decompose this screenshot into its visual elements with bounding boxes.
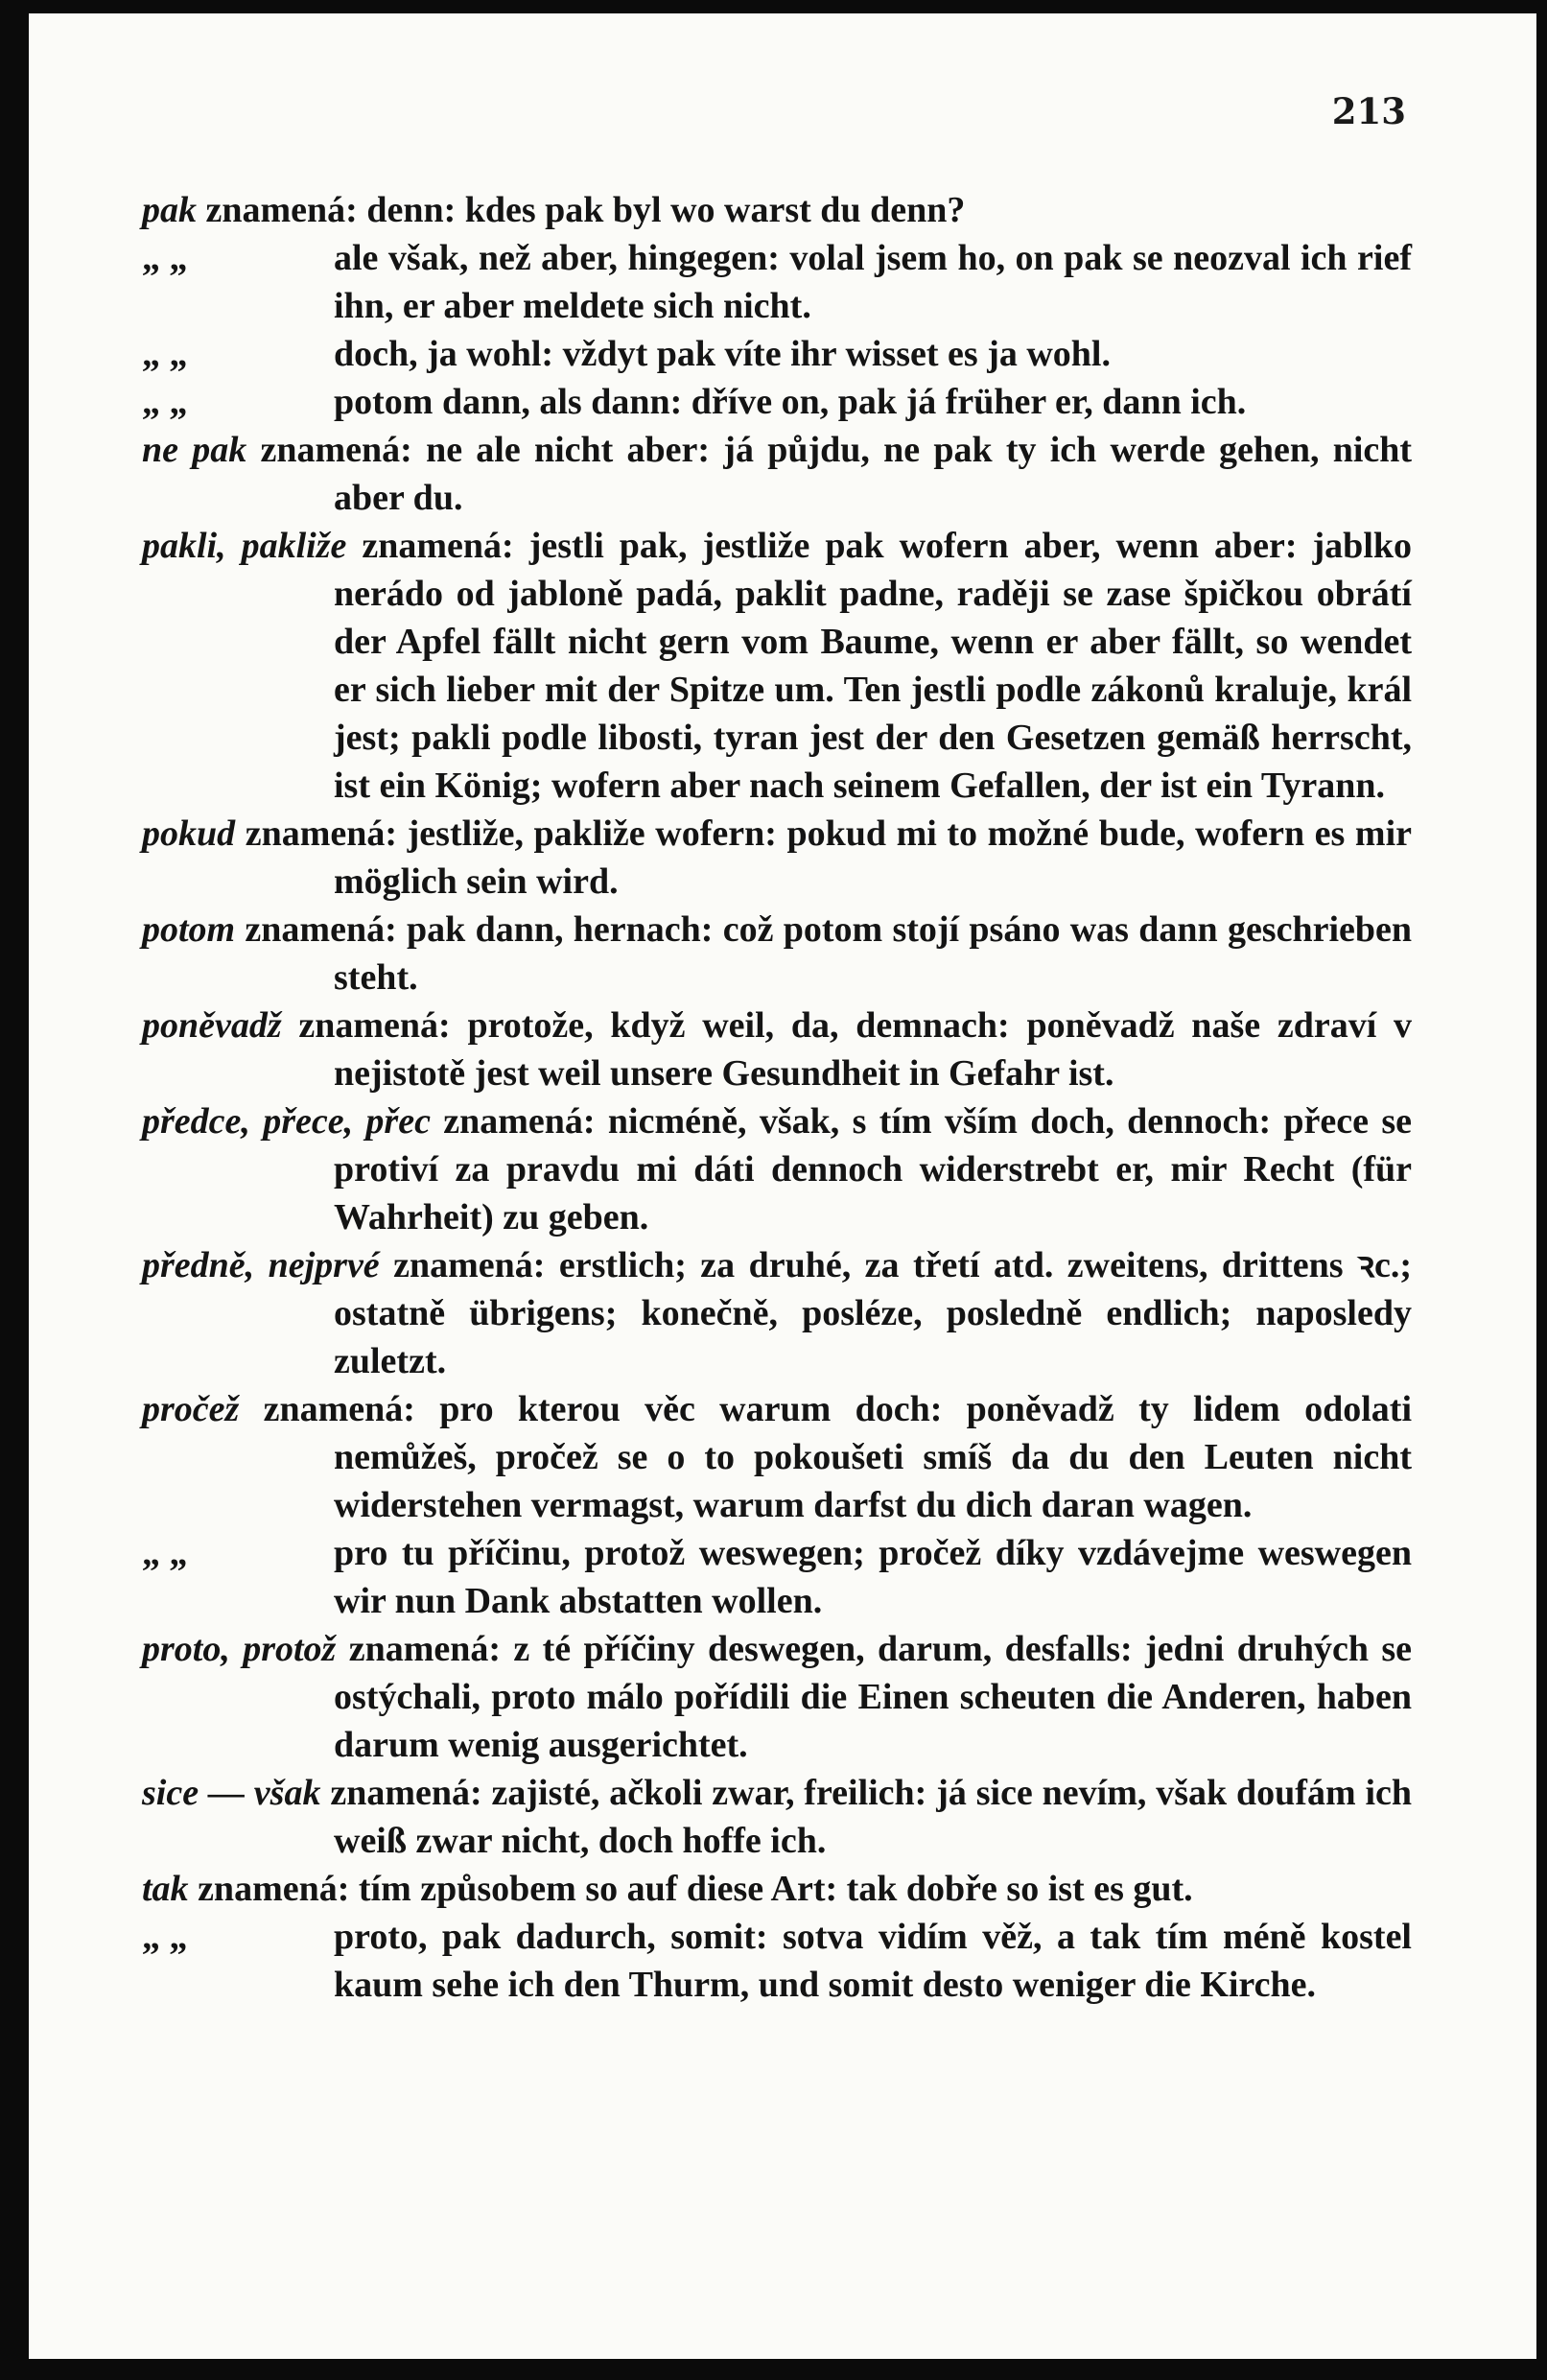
entry-text: ale však, než aber, hingegen: volal jsem ho, on pak se neozval ich rief ihn, er aber meldete sich nicht.	[334, 238, 1412, 326]
headword: pročež	[142, 1389, 240, 1429]
entry-ponevadz	[142, 1001, 1412, 1097]
entry-text: denn: kdes pak byl wo warst du denn?	[366, 190, 966, 230]
headword: pakli, pakliže	[142, 526, 347, 566]
entry-label: znamená:	[348, 1629, 502, 1669]
entry-text: pak dann, hernach: což potom stojí psáno was dann geschrieben steht.	[334, 909, 1413, 998]
headword: pokud	[142, 813, 236, 854]
ditto-mark: „ „	[142, 334, 188, 374]
entry-text: erstlich; za druhé, za třetí atd. zweitens, drittens ꝛc.; ostatně übrigens; konečně, posléze, posledně endlich; naposledy zuletzt.	[334, 1245, 1413, 1381]
entry-label: znamená:	[245, 813, 398, 854]
entry-label: znamená:	[330, 1773, 482, 1813]
entry-text: pro kterou věc warum doch: poněvadž ty lidem odolati nemůžeš, pročež se o to pokoušeti smíš da du den Leuten nicht widerstehen vermagst, warum darfst du dich daran wagen.	[334, 1389, 1413, 1525]
entry-label: znamená:	[298, 1005, 451, 1046]
headword: potom	[142, 909, 236, 950]
entry-pak-potom	[142, 378, 1412, 426]
entry-predce	[142, 1097, 1412, 1241]
entry-text: proto, pak dadurch, somit: sotva vidím věž, a tak tím méně kostel kaum sehe ich den Thurm, und somit desto weniger die Kirche.	[334, 1917, 1412, 2005]
entry-pakli	[142, 522, 1412, 810]
entry-procez	[142, 1385, 1412, 1529]
ditto-mark: „ „	[142, 1533, 188, 1573]
ditto-mark: „ „	[142, 238, 188, 278]
entry-text: tím způsobem so auf diese Art: tak dobře so ist es gut.	[358, 1869, 1193, 1909]
entry-text: jestliže, pakliže wofern: pokud mi to možné bude, wofern es mir möglich sein wird.	[334, 813, 1412, 902]
entry-text: jestli pak, jestliže pak wofern aber, wenn aber: jablko nerádo od jabloně padá, paklit padne, raději se zase špičkou obrátí der Apfel fällt nicht gern vom Baume, wenn er aber fällt, so wendet er sich lieber mit der Spitze um. Ten jestli podle zákonů kraluje, král jest; pakli podle libosti, tyran jest der den Gesetzen gemäß herrscht, ist ein König; wofern aber nach seinem Gefallen, der ist ein Tyrann.	[334, 526, 1413, 806]
ditto-mark: „ „	[142, 382, 188, 422]
entry-potom	[142, 906, 1412, 1001]
entry-label: znamená:	[260, 430, 412, 470]
entry-label: znamená:	[198, 1869, 350, 1909]
entry-text: nicméně, však, s tím vším doch, dennoch: přece se protiví za pravdu mi dáti dennoch widerstrebt er, mir Recht (für Wahrheit) zu geben.	[334, 1101, 1412, 1237]
entry-text: pro tu příčinu, protož weswegen; pročež díky vzdávejme weswegen wir nun Dank abstatten wollen.	[334, 1533, 1412, 1621]
entry-text: protože, když weil, da, demnach: poněvadž naše zdraví v nejistotě jest weil unsere Gesundheit in Gefahr ist.	[334, 1005, 1412, 1094]
page-number: 213	[1331, 90, 1406, 132]
entry-label: znamená:	[245, 909, 397, 950]
ditto-mark: „ „	[142, 1917, 188, 1957]
entry-label: znamená:	[263, 1389, 415, 1429]
entry-label: znamená:	[205, 190, 358, 230]
headword: sice — však	[142, 1773, 321, 1813]
entry-pak-ale	[142, 234, 1412, 330]
book-page	[29, 13, 1536, 2359]
entry-sice-vsak	[142, 1769, 1412, 1865]
headword: poněvadž	[142, 1005, 282, 1046]
entry-proto	[142, 1625, 1412, 1769]
headword: pak	[142, 190, 197, 230]
entry-procez-pricinu	[142, 1529, 1412, 1625]
entry-ne-pak	[142, 426, 1412, 522]
headword: předce, přece, přec	[142, 1101, 431, 1142]
entry-label: znamená:	[443, 1101, 596, 1142]
entry-label: znamená:	[362, 526, 514, 566]
entry-pak-doch	[142, 330, 1412, 378]
entry-label: znamená:	[393, 1245, 546, 1285]
headword: proto, protož	[142, 1629, 337, 1669]
entry-predne	[142, 1241, 1412, 1385]
entry-text: ne ale nicht aber: já půjdu, ne pak ty ich werde gehen, nicht aber du.	[334, 430, 1413, 518]
entry-text: doch, ja wohl: vždyt pak víte ihr wisset es ja wohl.	[334, 334, 1111, 374]
headword: tak	[142, 1869, 189, 1909]
entry-pokud	[142, 810, 1412, 906]
entry-text: zajisté, ačkoli zwar, freilich: já sice nevím, však doufám ich weiß zwar nicht, doch hoffe ich.	[334, 1773, 1413, 1861]
entry-text: z té příčiny deswegen, darum, desfalls: jedni druhých se ostýchali, proto málo pořídili die Einen scheuten die Anderen, haben darum wenig ausgerichtet.	[334, 1629, 1413, 1765]
headword: ne pak	[142, 430, 247, 470]
entry-text: potom dann, als dann: dříve on, pak já früher er, dann ich.	[334, 382, 1247, 422]
entry-tak-proto	[142, 1913, 1412, 2009]
entry-pak	[142, 186, 1412, 234]
entry-tak	[142, 1865, 1412, 1913]
dictionary-entries	[142, 186, 1412, 2009]
headword: předně, nejprvé	[142, 1245, 380, 1285]
